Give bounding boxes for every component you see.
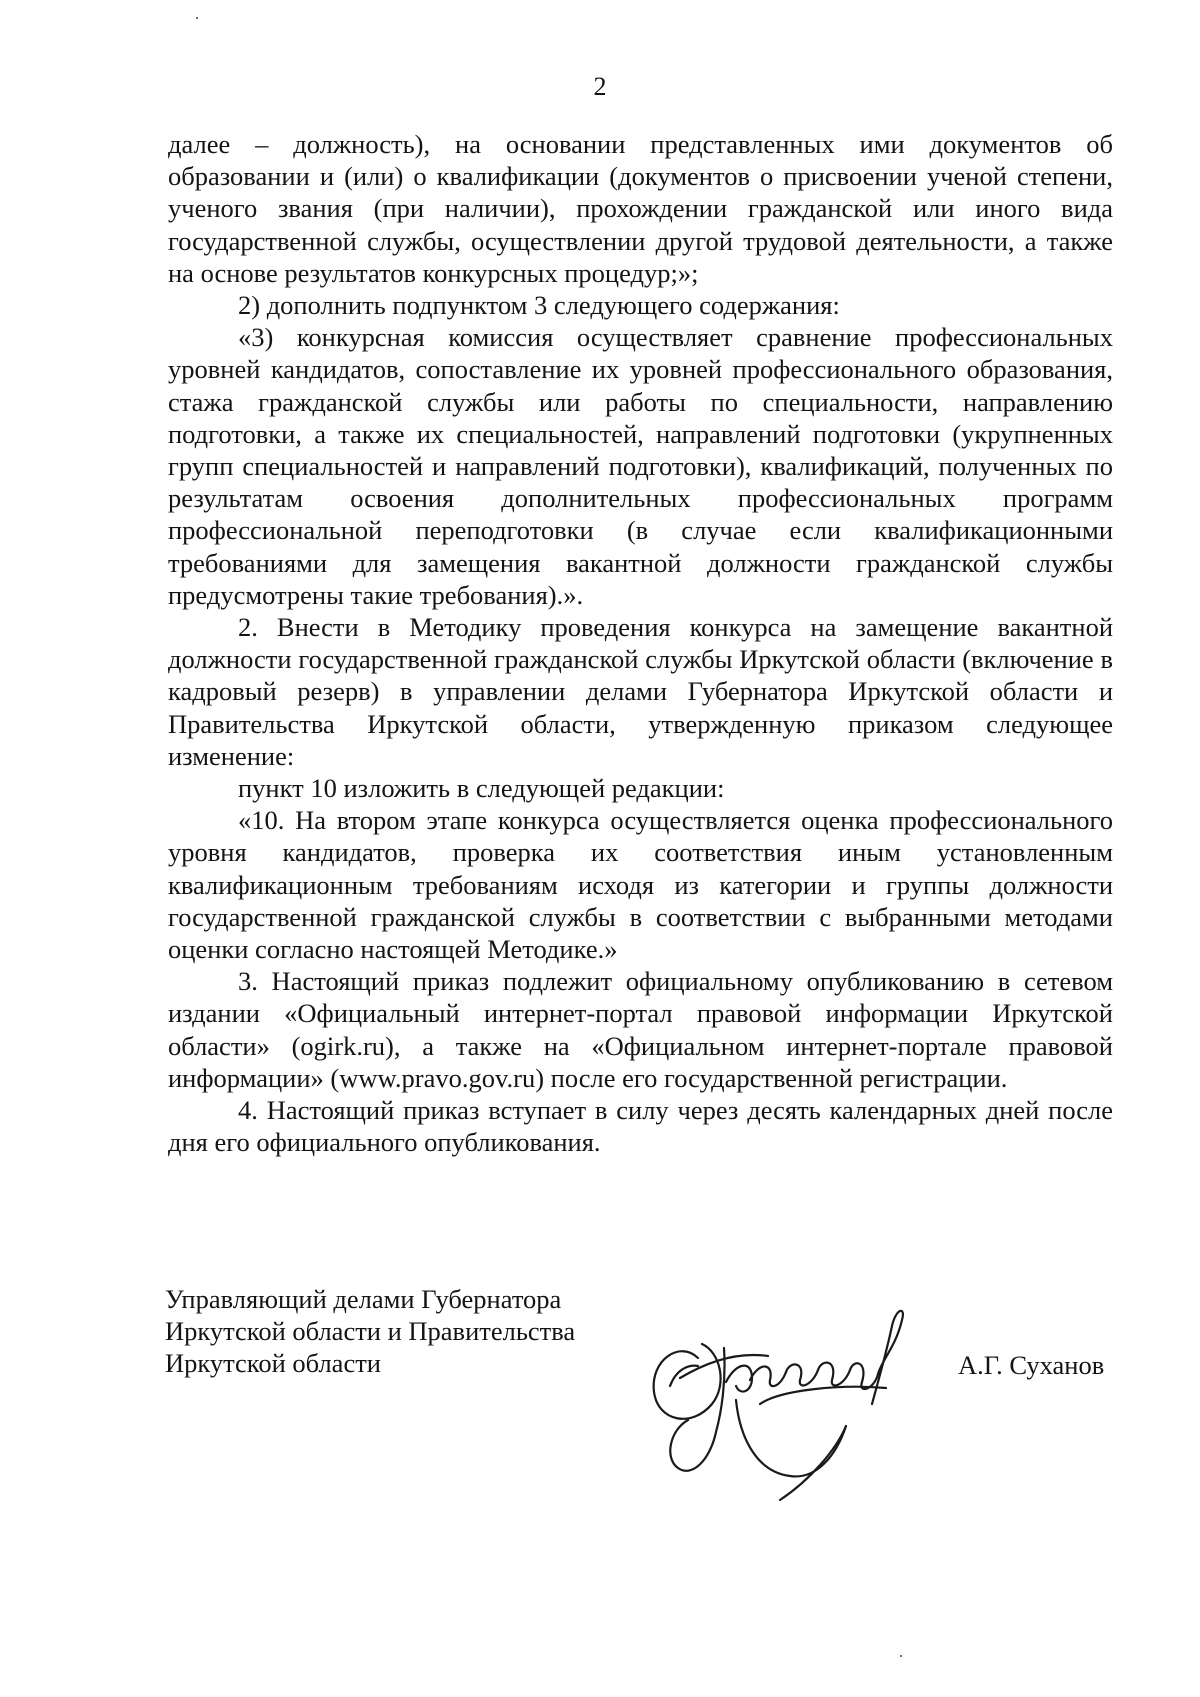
- paragraph-quoted-item-10: «10. На втором этапе конкурса осуществляется оценка профессионального уровня кандидатов, проверка их соответствия иным установленным квалификационным требованиям исходя из категории и группы должности государственной гражданской службы в соответствии с выбранными методами оценки согласно настоящей Методике.»: [168, 805, 1113, 965]
- paragraph-item-4: 4. Настоящий приказ вступает в силу через десять календарных дней после дня его официального опубликования.: [168, 1095, 1113, 1158]
- position-line: Иркутской области и Правительства: [165, 1316, 576, 1346]
- signer-name: А.Г. Суханов: [958, 1350, 1105, 1380]
- paragraph-quoted-subitem-3: «3) конкурсная комиссия осуществляет сравнение профессиональных уровней кандидатов, сопоставление их уровней профессионального образования, стажа гражданской службы или работы по специальности, направлению подготовки, а также их специальностей, направлений подготовки (укрупненных групп специальностей и направлений подготовки), квалификаций, полученных по результатам освоения дополнительных профессиональных программ профессиональной переподготовки (в случае если квалификационными требованиями для замещения вакантной должности гражданской службы предусмотрены такие требования).».: [168, 322, 1113, 610]
- paragraph-item-10-intro: пункт 10 изложить в следующей редакции:: [238, 773, 725, 804]
- scan-speck: [196, 17, 198, 19]
- paragraph-subitem-2: 2) дополнить подпунктом 3 следующего содержания:: [238, 290, 840, 321]
- paragraph-item-3: 3. Настоящий приказ подлежит официальному опубликованию в сетевом издании «Официальный интернет-портал правовой информации Иркутской области» (ogirk.ru), а также на «Официальном интернет-портале правовой информации» (www.pravo.gov.ru) после его государственной регистрации.: [168, 966, 1113, 1093]
- scan-speck: [900, 1655, 902, 1657]
- page-number: 2: [593, 72, 607, 101]
- handwritten-signature-icon: [640, 1300, 940, 1520]
- position-line: Управляющий делами Губернатора: [165, 1284, 562, 1314]
- signatory-position: [165, 1283, 575, 1379]
- paragraph-continuation: далее – должность), на основании представленных ими документов об образовании и (или) о квалификации (документов о присвоении ученой степени, ученого звания (при наличии), прохождении гражданской или иного вида государственной службы, осуществлении другой трудовой деятельности, а также на основе результатов конкурсных процедур;»;: [168, 129, 1113, 288]
- position-line: Иркутской области: [165, 1348, 381, 1378]
- paragraph-item-2: 2. Внести в Методику проведения конкурса на замещение вакантной должности государственной гражданской службы Иркутской области (включение в кадровый резерв) в управлении делами Губернатора Иркутской области и Правительства Иркутской области, утвержденную приказом следующее изменение:: [168, 612, 1113, 771]
- document-body: [168, 128, 1113, 1159]
